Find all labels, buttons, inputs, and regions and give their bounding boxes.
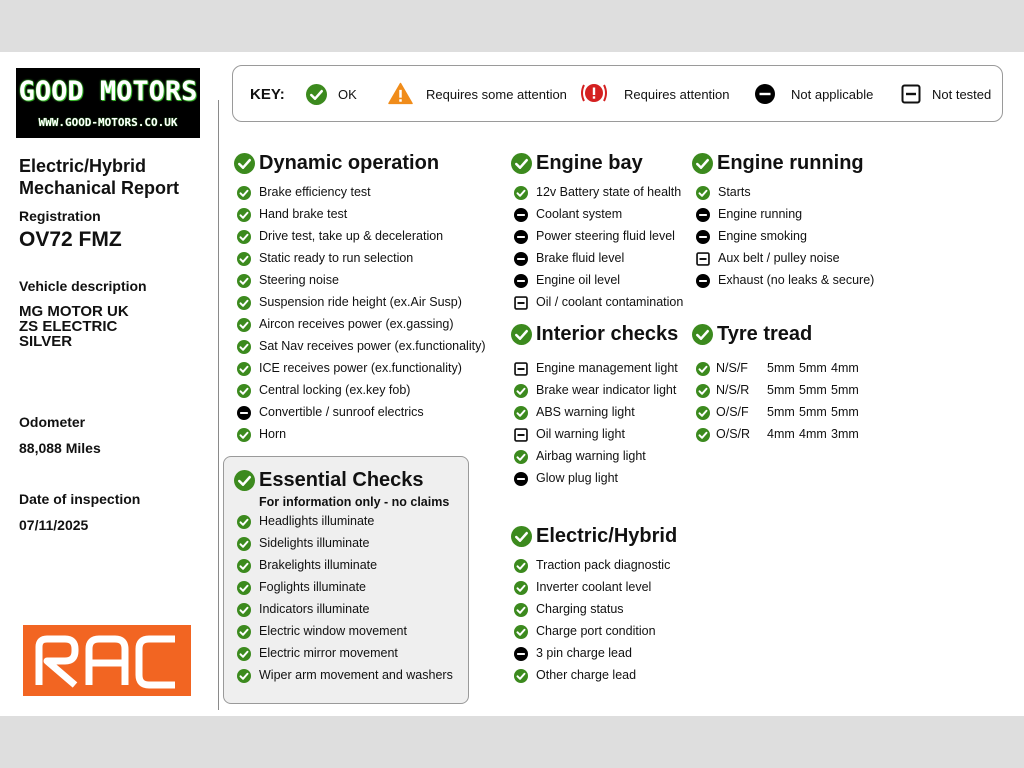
alert-icon — [580, 81, 608, 110]
check-item-label: Aux belt / pulley noise — [718, 251, 840, 265]
check-item-label: 12v Battery state of health — [536, 185, 682, 199]
not-applicable-icon — [514, 230, 528, 249]
tyre-position: N/S/R — [716, 383, 750, 397]
ok-icon — [237, 537, 251, 556]
check-item-label: Sidelights illuminate — [259, 536, 370, 550]
ok-icon — [696, 406, 710, 425]
check-item-label: Power steering fluid level — [536, 229, 675, 243]
check-item-label: Central locking (ex.key fob) — [259, 383, 411, 397]
ok-icon — [514, 603, 528, 622]
check-item-label: Charging status — [536, 602, 624, 616]
not-applicable-icon — [514, 208, 528, 227]
report-title-line1: Electric/Hybrid — [19, 156, 147, 176]
not-applicable-icon — [237, 406, 251, 425]
ok-icon — [306, 84, 327, 110]
ok-icon — [237, 340, 251, 359]
not-applicable-icon — [514, 647, 528, 666]
ok-icon — [237, 428, 251, 447]
key-not-tested-label: Not tested — [932, 87, 992, 102]
registration-value: OV72 FMZ — [19, 228, 122, 251]
not-applicable-icon — [696, 230, 710, 249]
section-title-essential: Essential Checks — [259, 469, 424, 491]
status-key — [232, 65, 1003, 122]
ok-icon — [237, 581, 251, 600]
section-title-engine-running: Engine running — [717, 152, 864, 174]
check-item-label: Inverter coolant level — [536, 580, 652, 594]
tyre-depth: 5mm — [799, 361, 827, 375]
inspection-date-value: 07/11/2025 — [19, 517, 89, 533]
ok-icon — [237, 318, 251, 337]
ok-icon — [237, 296, 251, 315]
ok-icon — [514, 384, 528, 403]
not-applicable-icon — [696, 274, 710, 293]
section-ok-icon — [511, 526, 532, 552]
not-applicable-icon — [514, 252, 528, 271]
ok-icon — [237, 669, 251, 688]
not-applicable-icon — [696, 208, 710, 227]
not-applicable-icon — [514, 274, 528, 293]
ok-icon — [514, 450, 528, 469]
section-title-electric: Electric/Hybrid — [536, 525, 678, 547]
odometer-label: Odometer — [19, 414, 86, 430]
check-item-label: Suspension ride height (ex.Air Susp) — [259, 295, 462, 309]
check-item-label: Drive test, take up & deceleration — [259, 229, 444, 243]
ok-icon — [514, 581, 528, 600]
key-title: KEY: — [250, 86, 285, 103]
tyre-depth: 5mm — [767, 405, 795, 419]
check-item-label: Coolant system — [536, 207, 623, 221]
check-item-label: Engine management light — [536, 361, 678, 375]
ok-icon — [237, 515, 251, 534]
not-tested-icon — [514, 428, 528, 447]
check-item-label: Traction pack diagnostic — [536, 558, 671, 572]
tyre-depth: 3mm — [831, 427, 859, 441]
check-item-label: Airbag warning light — [536, 449, 646, 463]
check-item-label: Oil / coolant contamination — [536, 295, 684, 309]
tyre-depth: 5mm — [767, 383, 795, 397]
ok-icon — [514, 625, 528, 644]
tyre-position: O/S/R — [716, 427, 751, 441]
section-ok-icon — [234, 153, 255, 179]
ok-icon — [514, 406, 528, 425]
tyre-depth: 5mm — [799, 383, 827, 397]
not-tested-icon — [514, 362, 528, 381]
tyre-depth: 5mm — [831, 383, 859, 397]
ok-icon — [237, 230, 251, 249]
check-item-label: Hand brake test — [259, 207, 348, 221]
check-item-label: Brake wear indicator light — [536, 383, 677, 397]
inspection-date-label: Date of inspection — [19, 491, 141, 507]
check-item-label: Steering noise — [259, 273, 339, 287]
check-item-label: Static ready to run selection — [259, 251, 414, 265]
logo-url: WWW.GOOD-MOTORS.CO.UK — [38, 116, 178, 129]
check-item-label: Brakelights illuminate — [259, 558, 378, 572]
vehicle-description-label: Vehicle description — [19, 278, 147, 294]
section-ok-icon — [234, 470, 255, 496]
essential-checks-note: For information only - no claims — [259, 495, 450, 509]
not-applicable-icon — [514, 472, 528, 491]
check-item-label: Horn — [259, 427, 287, 441]
ok-icon — [237, 559, 251, 578]
section-ok-icon — [511, 153, 532, 179]
ok-icon — [237, 384, 251, 403]
report-title-line2: Mechanical Report — [19, 178, 180, 198]
check-item-label: ICE receives power (ex.functionality) — [259, 361, 462, 375]
check-item-label: Brake efficiency test — [259, 185, 371, 199]
check-item-label: Electric mirror movement — [259, 646, 398, 660]
inspection-report — [0, 52, 1024, 716]
section-ok-icon — [692, 153, 713, 179]
ok-icon — [237, 625, 251, 644]
ok-icon — [237, 274, 251, 293]
good-motors-logo — [16, 68, 200, 138]
tyre-depth: 5mm — [831, 405, 859, 419]
check-item-label: Oil warning light — [536, 427, 625, 441]
check-item-label: Engine smoking — [718, 229, 807, 243]
check-item-label: Foglights illuminate — [259, 580, 366, 594]
check-item-label: Other charge lead — [536, 668, 637, 682]
section-ok-icon — [511, 324, 532, 350]
check-item-label: Starts — [718, 185, 751, 199]
ok-icon — [514, 669, 528, 688]
sidebar-divider — [218, 100, 219, 710]
not-applicable-icon — [755, 84, 775, 109]
check-item-label: Glow plug light — [536, 471, 618, 485]
tyre-depth: 4mm — [831, 361, 859, 375]
warning-icon — [388, 82, 413, 110]
ok-icon — [514, 186, 528, 205]
check-item-label: ABS warning light — [536, 405, 635, 419]
tyre-depth: 5mm — [799, 405, 827, 419]
check-item-label: 3 pin charge lead — [536, 646, 632, 660]
ok-icon — [696, 428, 710, 447]
rac-logo — [23, 625, 191, 696]
vehicle-colour: SILVER — [19, 333, 73, 350]
tyre-position: N/S/F — [716, 361, 748, 375]
tyre-depth: 5mm — [767, 361, 795, 375]
ok-icon — [237, 362, 251, 381]
ok-icon — [237, 208, 251, 227]
tyre-position: O/S/F — [716, 405, 749, 419]
check-item-label: Charge port condition — [536, 624, 656, 638]
not-tested-icon — [696, 252, 710, 271]
check-item-label: Headlights illuminate — [259, 514, 375, 528]
not-tested-icon — [901, 84, 921, 109]
check-item-label: Wiper arm movement and washers — [259, 668, 453, 682]
check-item-label: Aircon receives power (ex.gassing) — [259, 317, 454, 331]
key-some-attention-label: Requires some attention — [426, 87, 567, 102]
section-title-engine-bay: Engine bay — [536, 152, 643, 174]
ok-icon — [237, 252, 251, 271]
section-title-interior: Interior checks — [536, 323, 679, 345]
ok-icon — [696, 186, 710, 205]
section-title-dynamic: Dynamic operation — [259, 152, 440, 174]
section-title-tyre: Tyre tread — [717, 323, 813, 345]
key-na-label: Not applicable — [791, 87, 874, 102]
ok-icon — [696, 362, 710, 381]
vehicle-make: MG MOTOR UK — [19, 303, 129, 320]
odometer-value: 88,088 Miles — [19, 440, 101, 456]
check-item-label: Indicators illuminate — [259, 602, 370, 616]
check-item-label: Engine running — [718, 207, 803, 221]
ok-icon — [237, 603, 251, 622]
ok-icon — [514, 559, 528, 578]
ok-icon — [237, 647, 251, 666]
check-item-label: Brake fluid level — [536, 251, 625, 265]
tyre-depth: 4mm — [767, 427, 795, 441]
ok-icon — [696, 384, 710, 403]
not-tested-icon — [514, 296, 528, 315]
check-item-label: Convertible / sunroof electrics — [259, 405, 424, 419]
ok-icon — [237, 186, 251, 205]
check-item-label: Exhaust (no leaks & secure) — [718, 273, 875, 287]
section-ok-icon — [692, 324, 713, 350]
tyre-depth: 4mm — [799, 427, 827, 441]
registration-label: Registration — [19, 208, 101, 224]
key-attention-label: Requires attention — [624, 87, 730, 102]
vehicle-model: ZS ELECTRIC — [19, 318, 118, 335]
check-item-label: Sat Nav receives power (ex.functionality) — [259, 339, 486, 353]
check-item-label: Engine oil level — [536, 273, 621, 287]
logo-title: GOOD MOTORS — [18, 76, 198, 107]
check-item-label: Electric window movement — [259, 624, 407, 638]
key-ok-label: OK — [338, 87, 357, 102]
